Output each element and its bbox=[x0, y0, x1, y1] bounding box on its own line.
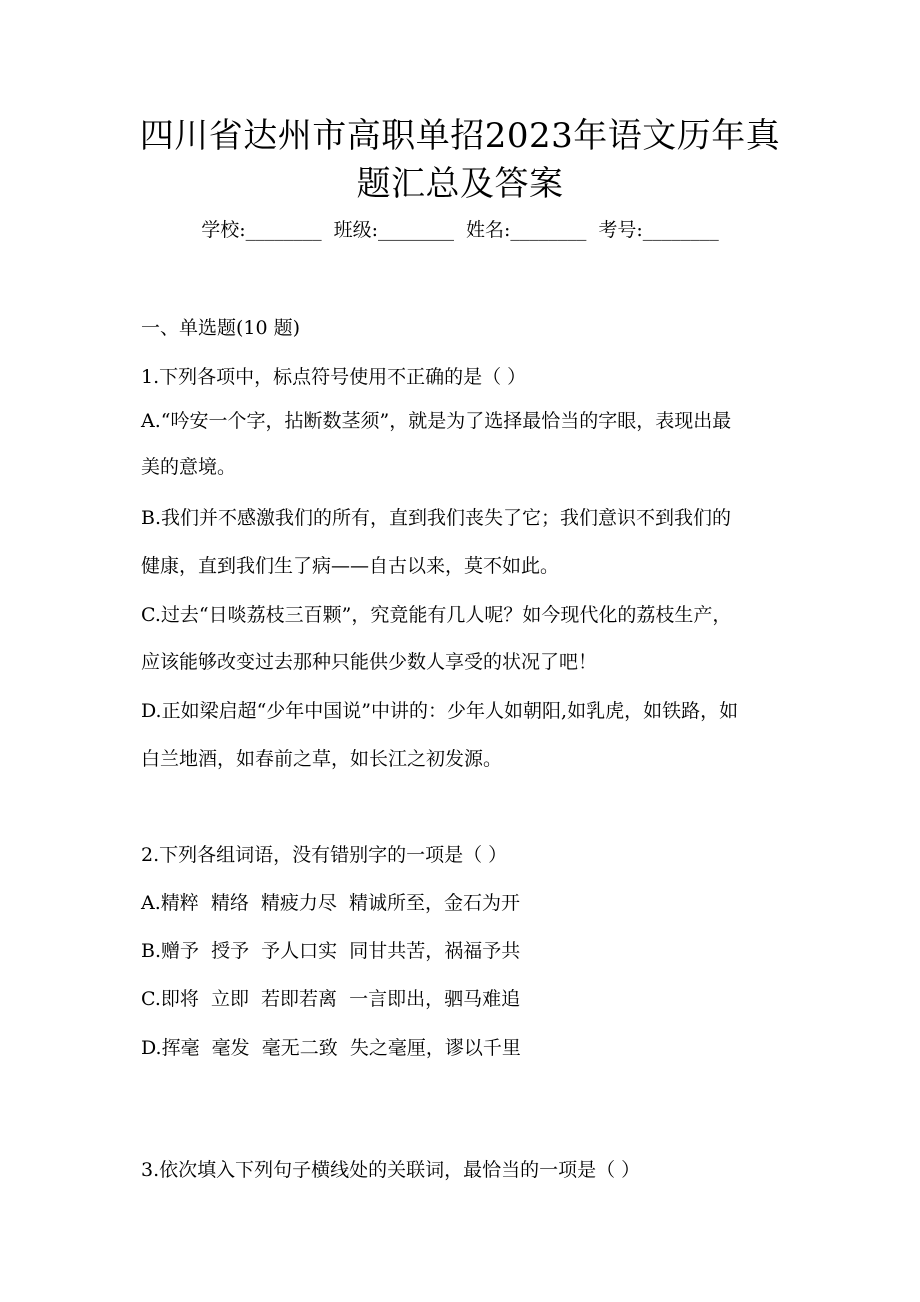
question-1-option-b-line-2: 健康，直到我们生了病——自古以来，莫不如此。 bbox=[141, 555, 560, 577]
question-1-option-d-line-2: 白兰地酒，如春前之草，如长江之初发源。 bbox=[141, 748, 503, 770]
question-1-option-b-line-1: B.我们并不感激我们的所有，直到我们丧失了它；我们意识不到我们的 bbox=[141, 507, 732, 529]
student-info-line bbox=[0, 216, 920, 244]
question-1-option-c-line-2: 应该能够改变过去那种只能供少数人享受的状况了吧！ bbox=[141, 651, 598, 673]
class-field: 班级:________ bbox=[333, 219, 454, 241]
question-2-option-b: B.赠予 授予 予人口实 同甘共苦，祸福予共 bbox=[141, 940, 521, 962]
question-1-stem: 1.下列各项中，标点符号使用不正确的是（ ） bbox=[141, 366, 527, 388]
document-title-line-1: 四川省达州市高职单招2023年语文历年真 bbox=[139, 116, 781, 156]
question-2-option-c: C.即将 立即 若即若离 一言即出，驷马难追 bbox=[141, 988, 521, 1010]
document-title-line-2: 题汇总及答案 bbox=[356, 164, 564, 204]
name-field: 姓名:________ bbox=[466, 219, 587, 241]
question-1-option-a-line-1: A.“吟安一个字，拈断数茎须”，就是为了选择最恰当的字眼，表现出最 bbox=[141, 410, 732, 432]
question-2-stem: 2.下列各组词语，没有错别字的一项是（ ） bbox=[141, 844, 508, 866]
school-field: 学校:________ bbox=[201, 219, 322, 241]
question-1-option-a-line-2: 美的意境。 bbox=[141, 456, 237, 478]
section-heading: 一、单选题(10 题) bbox=[141, 317, 301, 339]
question-3-stem: 3.依次填入下列句子横线处的关联词，最恰当的一项是（ ） bbox=[141, 1159, 641, 1181]
question-2-option-d: D.挥毫 毫发 毫无二致 失之毫厘，谬以千里 bbox=[141, 1037, 521, 1059]
question-2-option-a: A.精粹 精络 精疲力尽 精诚所至，金石为开 bbox=[141, 892, 520, 914]
question-1-option-c-line-1: C.过去“日啖荔枝三百颗”，究竟能有几人呢？如今现代化的荔枝生产， bbox=[141, 604, 732, 626]
exam-number-field: 考号:________ bbox=[598, 219, 719, 241]
question-1-option-d-line-1: D.正如梁启超“少年中国说”中讲的：少年人如朝阳,如乳虎，如铁路，如 bbox=[141, 700, 739, 722]
